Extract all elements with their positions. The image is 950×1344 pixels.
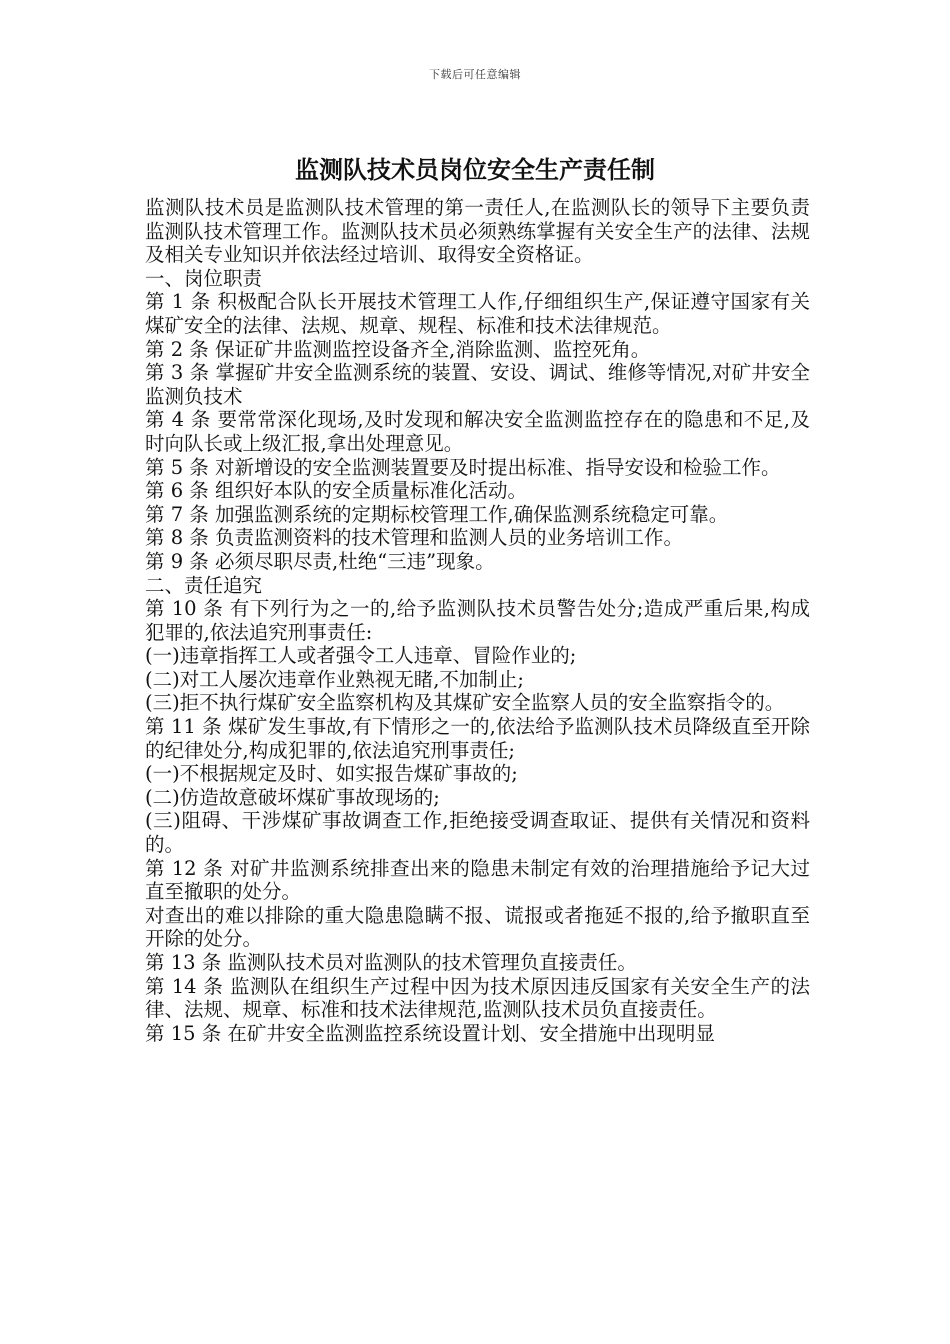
document-title: 监测队技术员岗位安全生产责任制	[295, 156, 655, 184]
article-12: 第 12 条 对矿井监测系统排查出来的隐患未制定有效的治理措施给予记大过直至撤职的处分。	[145, 856, 810, 904]
section-heading-duties: 一、岗位职责	[145, 266, 263, 290]
article-11-item-3: (三)阻碍、干涉煤矿事故调查工作,拒绝接受调查取证、提供有关情况和资料的。	[145, 809, 810, 857]
article-11: 第 11 条 煤矿发生事故,有下情形之一的,依法给予监测队技术员降级直至开除的纪律处分,构成犯罪的,依法追究刑事责任;	[145, 715, 810, 762]
article-15: 第 15 条 在矿井安全监测监控系统设置计划、安全措施中出现明显	[145, 1021, 715, 1045]
article-3: 第 3 条 掌握矿井安全监测系统的装置、安设、调试、维修等情况,对矿井安全监测负技术	[145, 361, 810, 408]
intro-paragraph: 监测队技术员是监测队技术管理的第一责任人,在监测队长的领导下主要负责监测队技术管理工作。监测队技术员必须熟练掌握有关安全生产的法律、法规及相关专业知识并依法经过培训、取得安全资格证。	[145, 196, 810, 267]
article-6: 第 6 条 组织好本队的安全质量标准化活动。	[145, 479, 528, 503]
article-10: 第 10 条 有下列行为之一的,给予监测队技术员警告处分;造成严重后果,构成犯罪的,依法追究刑事责任:	[145, 597, 810, 644]
article-7: 第 7 条 加强监测系统的定期标校管理工作,确保监测系统稳定可靠。	[145, 502, 729, 526]
article-4: 第 4 条 要常常深化现场,及时发现和解决安全监测监控存在的隐患和不足,及时向队长或上级汇报,拿出处理意见。	[145, 408, 810, 455]
article-8: 第 8 条 负责监测资料的技术管理和监测人员的业务培训工作。	[145, 526, 684, 550]
article-2: 第 2 条 保证矿井监测监控设备齐全,消除监测、监控死角。	[145, 337, 651, 361]
article-1: 第 1 条 积极配合队长开展技术管理工人作,仔细组织生产,保证遵守国家有关煤矿安全的法律、法规、规章、规程、标准和技术法律规范。	[145, 290, 810, 337]
document-body	[145, 196, 810, 1045]
article-12-continuation: 对查出的难以排除的重大隐患隐瞒不报、谎报或者拖延不报的,给予撤职直至开除的处分。	[145, 903, 810, 951]
article-10-item-1: (一)违章指挥工人或者强令工人违章、冒险作业的;	[145, 644, 577, 668]
header-note: 下载后可任意编辑	[429, 68, 521, 81]
article-13: 第 13 条 监测队技术员对监测队的技术管理负直接责任。	[145, 951, 637, 974]
article-10-item-3: (三)拒不执行煤矿安全监察机构及其煤矿安全监察人员的安全监察指令的。	[145, 691, 785, 715]
section-heading-accountability: 二、责任追究	[145, 573, 263, 597]
article-5: 第 5 条 对新增设的安全监测装置要及时提出标准、指导安设和检验工作。	[145, 455, 781, 479]
article-11-item-2: (二)仿造故意破坏煤矿事故现场的;	[145, 785, 440, 809]
article-14: 第 14 条 监测队在组织生产过程中因为技术原因违反国家有关安全生产的法律、法规、规章、标准和技术法律规范,监测队技术员负直接责任。	[145, 974, 810, 1022]
article-10-item-2: (二)对工人屡次违章作业熟视无睹,不加制止;	[145, 667, 524, 691]
article-9: 第 9 条 必须尽职尽责,杜绝“三违”现象。	[145, 549, 495, 573]
article-11-item-1: (一)不根据规定及时、如实报告煤矿事故的;	[145, 762, 518, 786]
